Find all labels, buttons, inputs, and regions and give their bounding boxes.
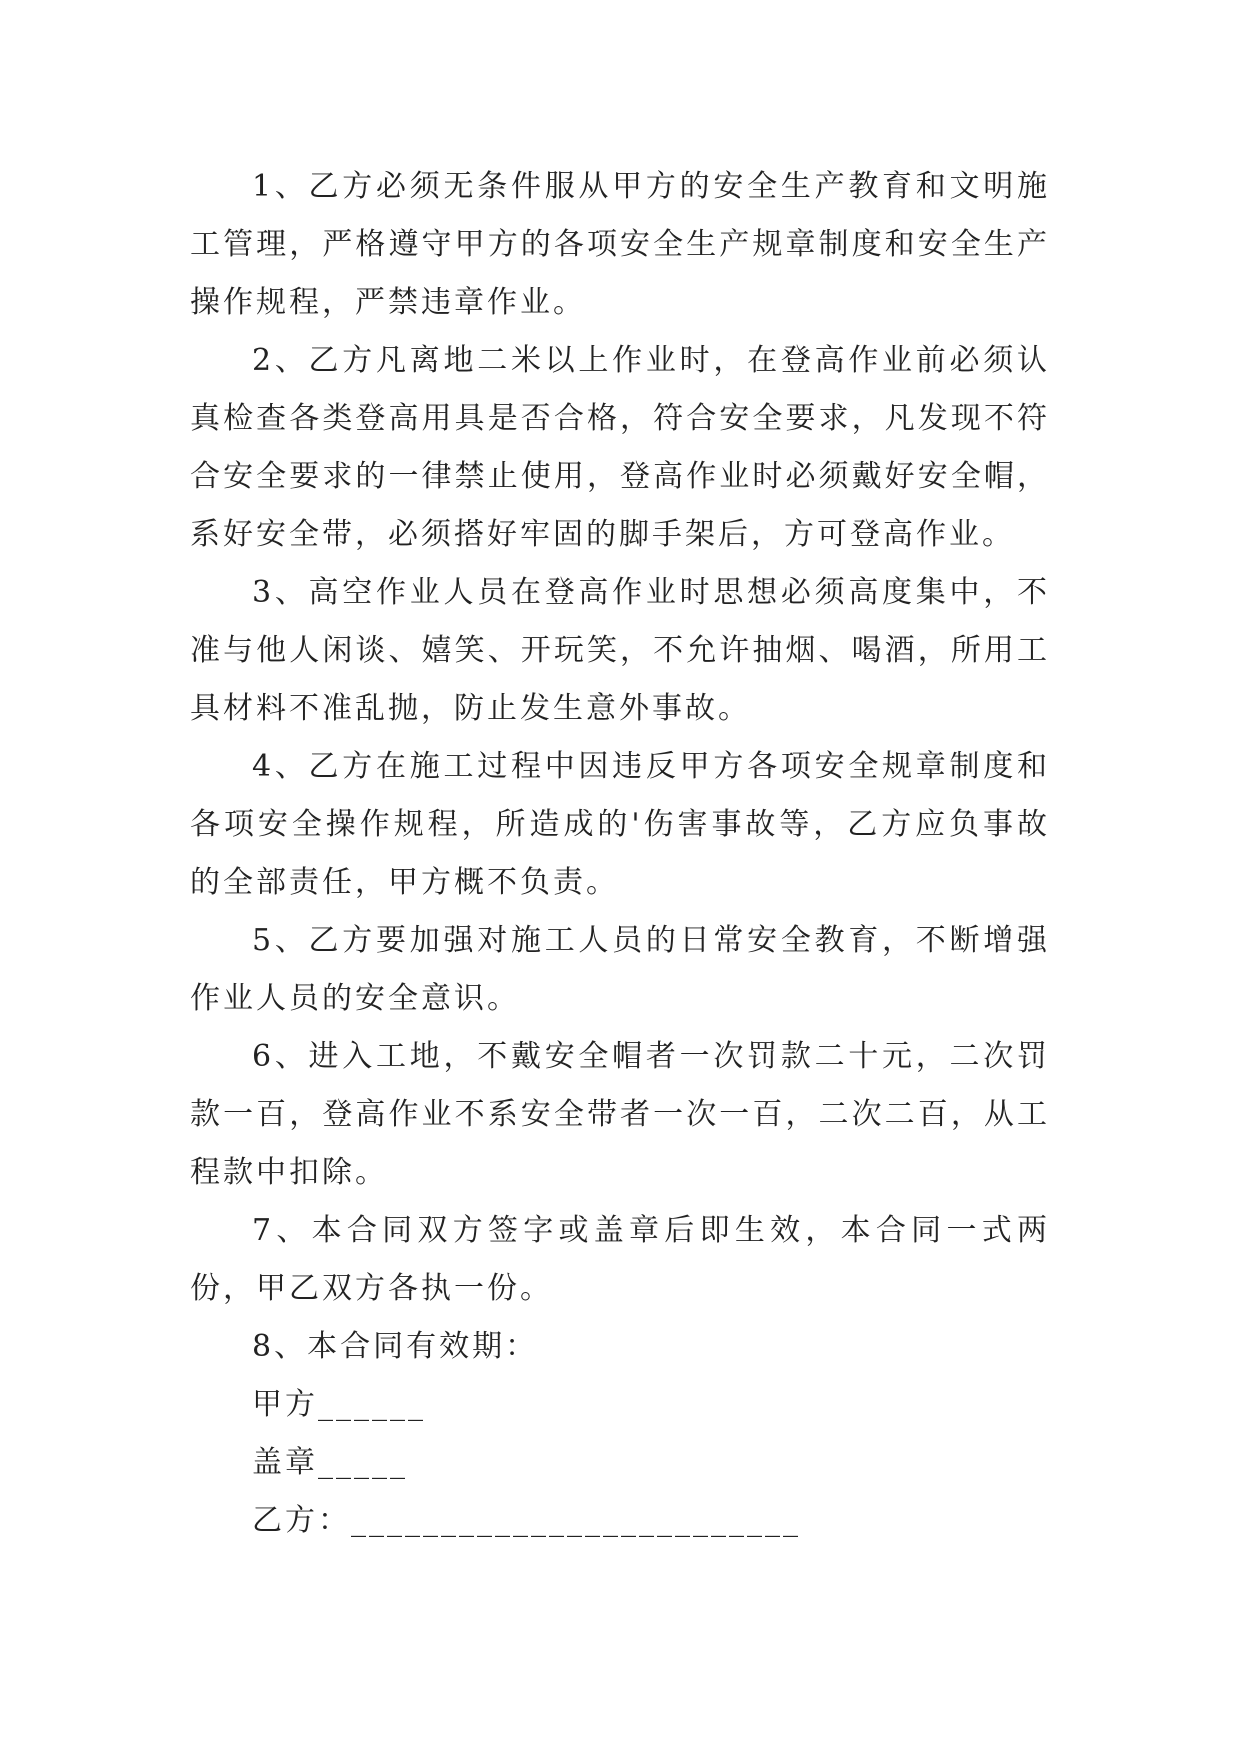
- clause-4: 4、乙方在施工过程中因违反甲方各项安全规章制度和各项安全操作规程，所造成的'伤害事故等，乙方应负事故的全部责任，甲方概不负责。: [190, 749, 1050, 900]
- clause-5: 5、乙方要加强对施工人员的日常安全教育，不断增强作业人员的安全意识。: [190, 923, 1050, 1016]
- clause-8: 8、本合同有效期：: [252, 1329, 539, 1364]
- clause-6: 6、进入工地，不戴安全帽者一次罚款二十元，二次罚款一百，登高作业不系安全带者一次一百，二次二百，从工程款中扣除。: [190, 1039, 1050, 1190]
- seal-line: 盖章_____: [252, 1445, 408, 1480]
- clause-3: 3、高空作业人员在登高作业时思想必须高度集中，不准与他人闲谈、嬉笑、开玩笑，不允许抽烟、喝酒，所用工具材料不准乱抛，防止发生意外事故。: [190, 575, 1050, 726]
- clause-7: 7、本合同双方签字或盖章后即生效，本合同一式两份，甲乙双方各执一份。: [190, 1213, 1050, 1306]
- party-b-signature-line: 乙方：_________________________: [252, 1503, 801, 1538]
- clause-1: 1、乙方必须无条件服从甲方的安全生产教育和文明施工管理，严格遵守甲方的各项安全生产规章制度和安全生产操作规程，严禁违章作业。: [190, 169, 1050, 320]
- party-a-signature-line: 甲方______: [252, 1387, 426, 1422]
- clause-2: 2、乙方凡离地二米以上作业时，在登高作业前必须认真检查各类登高用具是否合格，符合安全要求，凡发现不符合安全要求的一律禁止使用，登高作业时必须戴好安全帽，系好安全带，必须搭好牢固的脚手架后，方可登高作业。: [190, 343, 1050, 552]
- contract-body: [190, 158, 1050, 1550]
